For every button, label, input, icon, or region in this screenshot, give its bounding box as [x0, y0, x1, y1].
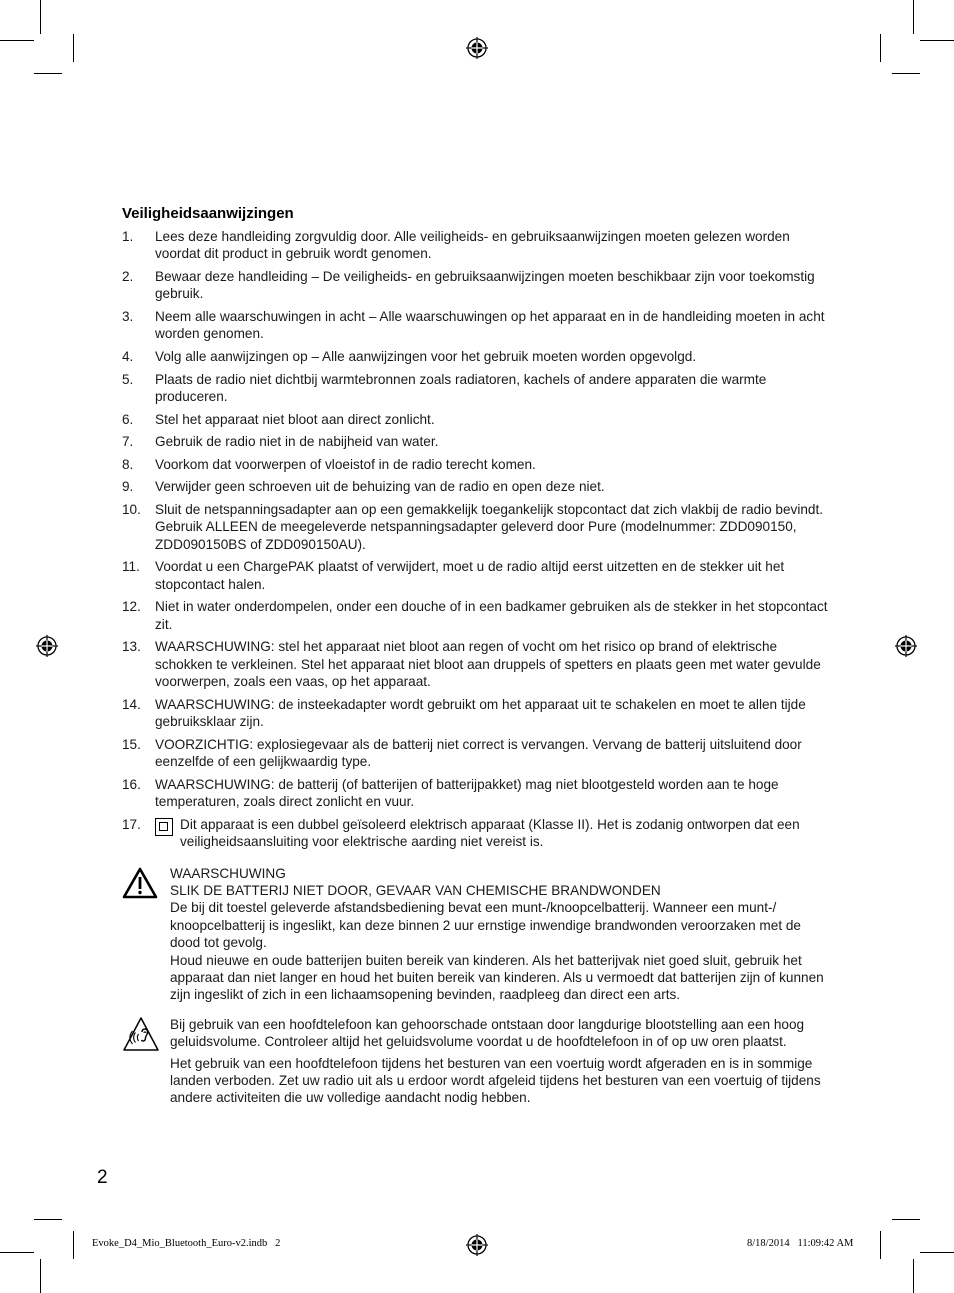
- item-number: 3.: [122, 309, 134, 324]
- list-item: [122, 816, 834, 851]
- warning-paragraph: Houd nieuwe en oude batterijen buiten bereik van kinderen. Als het batterijvak niet goed sluit, gebruik het apparaat dan niet langer en houd het buiten bereik van kinderen. Als u vermoedt dat batterijen zijn of kunnen zijn ingeslikt of zich in een lichaamsopening bevinden, raadpleeg dan direct een arts.: [170, 952, 824, 1003]
- item-text: Dit apparaat is een dubbel geïsoleerd elektrisch apparaat (Klasse II). Het is zodanig ontworpen dat een veiligheidsaansluiting voor elektrische aarding niet vereist is.: [180, 816, 800, 850]
- warning-title: WAARSCHUWING: [170, 865, 286, 881]
- crop-mark: [34, 1219, 62, 1220]
- item-number: 13.: [122, 639, 141, 655]
- item-number: 14.: [122, 696, 141, 712]
- crop-mark: [913, 1259, 914, 1293]
- item-text: WAARSCHUWING: stel het apparaat niet bloot aan regen of vocht om het risico op brand of elektrische schokken te verkleinen. Stel het apparaat niet bloot aan druppels of spetters en plaats geen met water gevulde voorwerpen, zoals een vaas, op het apparaat.: [155, 639, 821, 690]
- item-text: Verwijder geen schroeven uit de behuizing van de radio en open deze niet.: [155, 479, 605, 495]
- item-text: Voorkom dat voorwerpen of vloeistof in de radio terecht komen.: [155, 456, 536, 472]
- warning-paragraph: De bij dit toestel geleverde afstandsbediening bevat een munt-/knoopcelbatterij. Wanneer een munt-/ knoopcelbatterij is ingeslikt, kan deze binnen 2 uur ernstige inwendige brandwonden veroorzaken met de dood tot gevolg.: [170, 900, 801, 951]
- item-number: 2.: [122, 269, 134, 284]
- list-item: [122, 456, 834, 473]
- class-ii-double-insulation-icon: [155, 818, 173, 836]
- item-text: Sluit de netspanningsadapter aan op een gemakkelijk toegankelijk stopcontact dat zich vlakbij de radio bevindt. Gebruik ALLEEN de meegeleverde netspanningsadapter geleverd door Pure (modelnummer: ZDD090150, ZDD090150BS of ZDD090150AU).: [155, 501, 824, 552]
- registration-mark-icon: [466, 1234, 488, 1256]
- hearing-damage-icon: [122, 1016, 160, 1052]
- list-item: [122, 228, 834, 263]
- crop-mark: [0, 1252, 34, 1253]
- item-text: VOORZICHTIG: explosiegevaar als de batterij niet correct is vervangen. Vervang de batterij uitsluitend door eenzelfde of een gelijkwaardig type.: [155, 736, 802, 770]
- item-text: Volg alle aanwijzingen op – Alle aanwijzingen voor het gebruik moeten worden opgevolgd.: [155, 349, 697, 364]
- item-text: Neem alle waarschuwingen in acht – Alle waarschuwingen op het apparaat en in de handleiding moeten in acht worden genomen.: [155, 309, 825, 342]
- crop-mark: [920, 40, 954, 41]
- item-text: Gebruik de radio niet in de nabijheid van water.: [155, 434, 439, 450]
- page-number: 2: [97, 1167, 108, 1188]
- item-text: WAARSCHUWING: de insteekadapter wordt gebruikt om het apparaat uit te schakelen en moet te allen tijde gebruiksklaar zijn.: [155, 696, 806, 730]
- crop-mark: [40, 0, 41, 34]
- item-text: WAARSCHUWING: de batterij (of batterijen of batterijpakket) mag niet blootgesteld worden aan te hoge temperaturen, zoals direct zonlicht en vuur.: [155, 776, 779, 810]
- registration-mark-icon: [895, 635, 917, 657]
- list-item: [122, 501, 834, 553]
- item-text: Voordat u een ChargePAK plaatst of verwijdert, moet u de radio altijd eerst uitzetten en de stekker uit het stopcontact halen.: [155, 559, 785, 592]
- list-item: [122, 598, 834, 633]
- safety-instructions: [122, 205, 834, 1107]
- battery-warning: [122, 865, 834, 1004]
- item-number: 16.: [122, 776, 141, 792]
- list-item: [122, 308, 834, 343]
- item-number: 12.: [122, 599, 141, 615]
- list-item: [122, 411, 834, 428]
- warning-paragraph: Bij gebruik van een hoofdtelefoon kan gehoorschade ontstaan door langdurige blootstelling aan een hoog geluidsvolume. Controleer altijd het geluidsvolume voordat u de hoofdtelefoon in of op uw oren plaatst.: [170, 1016, 805, 1050]
- item-number: 10.: [122, 501, 141, 517]
- footer-timestamp: 8/18/2014 11:09:42 AM: [747, 1238, 854, 1249]
- crop-mark: [913, 0, 914, 34]
- footer-file-name: Evoke_D4_Mio_Bluetooth_Euro-v2.indb 2: [92, 1238, 281, 1249]
- item-text: Niet in water onderdompelen, onder een douche of in een badkamer gebruiken als de stekker in het stopcontact zit.: [155, 599, 828, 632]
- item-number: 4.: [122, 349, 134, 364]
- list-item: [122, 433, 834, 450]
- instruction-list: [122, 228, 834, 851]
- item-text: Bewaar deze handleiding – De veiligheids- en gebruiksaanwijzingen moeten beschikbaar zijn voor toekomstig gebruik.: [155, 269, 815, 302]
- list-item: [122, 348, 834, 365]
- item-number: 9.: [122, 479, 134, 495]
- registration-mark-icon: [466, 37, 488, 59]
- crop-mark: [880, 34, 881, 62]
- crop-mark: [0, 40, 34, 41]
- crop-mark: [73, 34, 74, 62]
- crop-mark: [892, 1219, 920, 1220]
- list-item: [122, 371, 834, 406]
- crop-mark: [73, 1231, 74, 1259]
- warning-paragraph: Het gebruik van een hoofdtelefoon tijdens het besturen van een voertuig wordt afgeraden en is in sommige landen verboden. Zet uw radio uit als u erdoor wordt afgeleid tijdens het besturen van een voertuig of tijdens andere activiteiten die uw volledige aandacht nodig hebben.: [170, 1055, 821, 1106]
- item-number: 15.: [122, 736, 141, 752]
- item-number: 6.: [122, 411, 134, 427]
- item-number: 17.: [122, 816, 141, 832]
- list-item: [122, 558, 834, 593]
- crop-mark: [880, 1231, 881, 1259]
- warning-subtitle: SLIK DE BATTERIJ NIET DOOR, GEVAAR VAN CHEMISCHE BRANDWONDEN: [170, 883, 661, 898]
- crop-mark: [40, 1259, 41, 1293]
- item-text: Stel het apparaat niet bloot aan direct zonlicht.: [155, 411, 435, 427]
- list-item: [122, 776, 834, 811]
- list-item: [122, 268, 834, 303]
- list-item: [122, 696, 834, 731]
- crop-mark: [892, 73, 920, 74]
- list-item: [122, 478, 834, 495]
- list-item: [122, 736, 834, 771]
- item-number: 1.: [122, 229, 134, 244]
- item-text: Plaats de radio niet dichtbij warmtebronnen zoals radiatoren, kachels of andere apparaten die warmte produceren.: [155, 371, 767, 404]
- item-number: 5.: [122, 371, 134, 387]
- section-heading: Veiligheidsaanwijzingen: [122, 205, 294, 222]
- warning-triangle-icon: [122, 867, 158, 899]
- headphone-warning: [122, 1016, 834, 1107]
- list-item: [122, 638, 834, 690]
- crop-mark: [34, 73, 62, 74]
- crop-mark: [920, 1252, 954, 1253]
- registration-mark-icon: [36, 635, 58, 657]
- item-number: 7.: [122, 434, 134, 450]
- item-number: 8.: [122, 456, 134, 472]
- item-number: 11.: [122, 559, 140, 575]
- item-text: Lees deze handleiding zorgvuldig door. Alle veiligheids- en gebruiksaanwijzingen moeten gelezen worden voordat dit product in gebruik wordt genomen.: [155, 229, 790, 262]
